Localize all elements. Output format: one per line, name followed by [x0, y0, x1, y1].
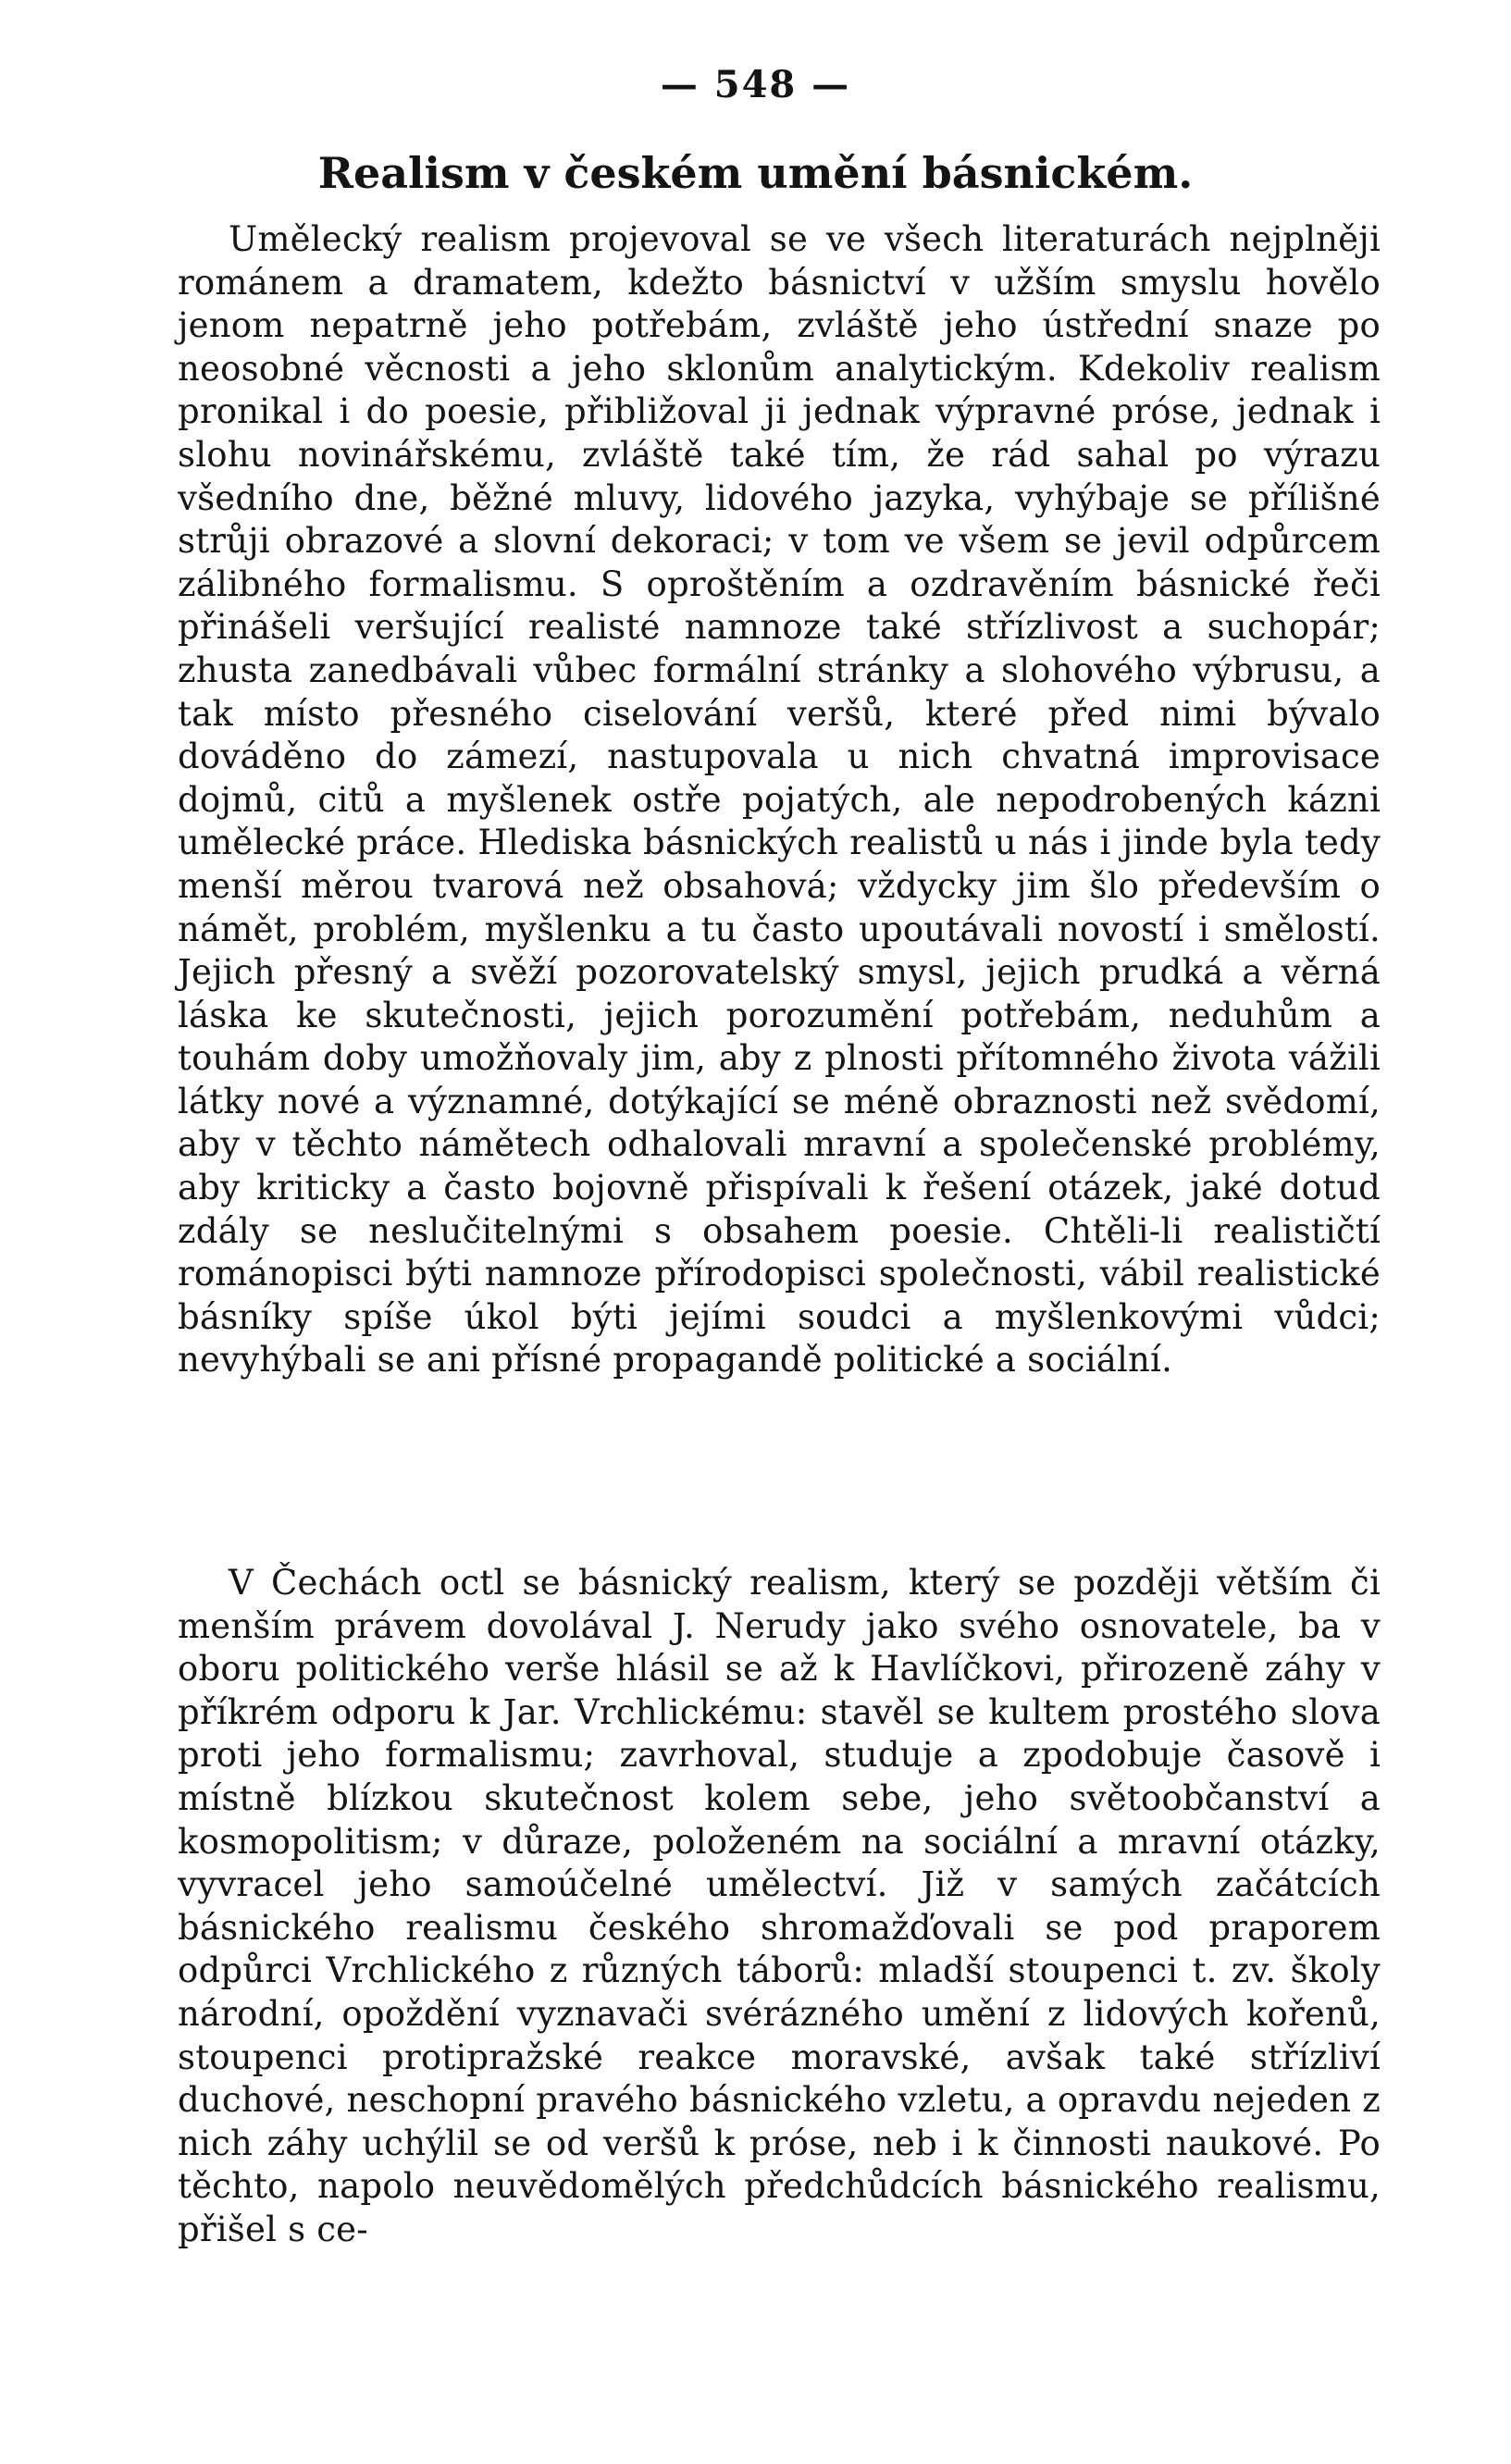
- paragraph-text: Umělecký realism projevoval se ve všech literaturách nejplněji románem a dramatem, kdežto básnictví v užším smyslu hovělo jenom nepatrně jeho potřebám, zvláště jeho ústřední snaze po neosobné věcnosti a jeho sklonům analytickým. Kdekoliv realism pronikal i do poesie, přibližoval ji jednak výpravné próse, jednak i slohu novinářskému, zvláště také tím, že rád sahal po výrazu všedního dne, běžné mluvy, lidového jazyka, vyhýbaje se přílišné strůji obrazové a slovní dekoraci; v tom ve všem se jevil odpůrcem zálibného formalismu. S oproštěním a ozdravěním básnické řeči přinášeli veršující realisté namnoze také střízlivost a suchopár; zhusta zanedbávali vůbec formální stránky a slohového výbrusu, a tak místo přesného ciselování veršů, které před nimi bývalo dováděno do zámezí, nastupovala u nich chvatná improvisace dojmů, citů a myšlenek ostře pojatých, ale nepodrobených kázni umělecké práce. Hlediska básnických realistů u nás i jinde byla tedy menší měrou tvarová než obsahová; vždycky jim šlo především o námět, problém, myšlenku a tu často upoutávali novostí i smělostí. Jejich přesný a svěží pozorovatelský smysl, jejich prudká a věrná láska ke skutečnosti, jejich porozumění potřebám, neduhům a touhám doby umožňovaly jim, aby z plnosti přítomného života vážili látky nové a významné, dotýkající se méně obraznosti než svědomí, aby v těchto námětech odhalovali mravní a společenské problémy, aby kriticky a často bojovně přispívali k řešení otázek, jaké dotud zdály se neslučitelnými s obsahem poesie. Chtěli-li realističtí románopisci býti namnoze přírodopisci společnosti, vábil realistické básníky spíše úkol býti jejími soudci a myšlenkovými vůdci; nevyhýbali se ani přísné propagandě politické a sociální.: [178, 219, 1381, 1381]
- article-title: Realism v českém umění básnickém.: [317, 148, 1194, 198]
- body-paragraph-2: [178, 1562, 1381, 2252]
- body-paragraph-1: [178, 218, 1381, 1382]
- page-number: — 548 —: [660, 63, 851, 106]
- paragraph-text: V Čechách octl se básnický realism, který se později větším či menším právem dovolával J. Nerudy jako svého osnovatele, ba v oboru politického verše hlásil se až k Havlíčkovi, přirozeně záhy v příkrém odporu k Jar. Vrchlickému: stavěl se kultem prostého slova proti jeho formalismu; zavrhoval, studuje a zpodobuje časově i místně blízkou skutečnost kolem sebe, jeho světoobčanství a kosmopolitism; v důraze, položeném na sociální a mravní otázky, vyvracel jeho samoúčelné umělectví. Již v samých začátcích básnického realismu českého shromažďovali se pod praporem odpůrci Vrchlického z různých táborů: mladší stoupenci t. zv. školy národní, opoždění vyznavači svérázného umění z lidových kořenů, stoupenci protipražské reakce moravské, avšak také střízliví duchové, neschopní pravého básnického vzletu, a opravdu nejeden z nich záhy uchýlil se od veršů k próse, neb i k činnosti naukové. Po těchto, napolo neuvědomělých předchůdcích básnického realismu, přišel s ce-: [178, 1563, 1381, 2249]
